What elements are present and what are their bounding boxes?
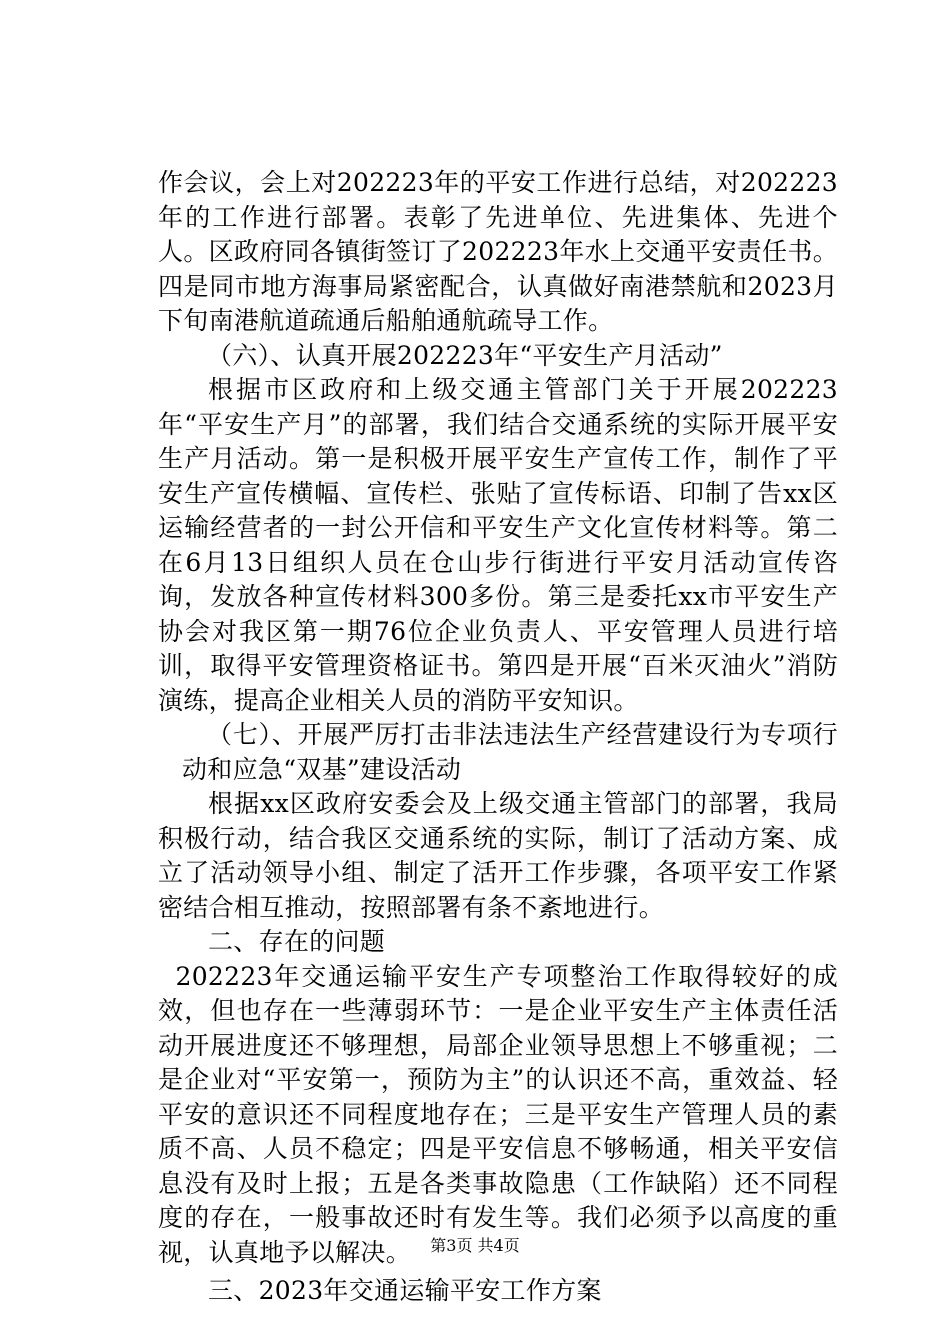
paragraph-crackdown: 根据xx区政府安委会及上级交通主管部门的部署，我局积极行动，结合我区交通系统的实际，制订了活动方案、成立了活动领导小组、制定了活开工作步骤，各项平安工作紧密结合相互推动，按照部署有条不紊地进行。	[158, 789, 838, 922]
document-body	[158, 166, 838, 1309]
section-heading-plan: 三、2023年交通运输平安工作方案	[208, 1276, 602, 1305]
section-heading-six: （六）、认真开展202223年“平安生产月活动”	[207, 340, 723, 370]
page-footer: 第3页 共4页	[430, 1236, 520, 1255]
paragraph-continuation: 作会议，会上对202223年的平安工作进行总结，对202223年的工作进行部署。表彰了先进单位、先进集体、先进个人。区政府同各镇街签订了202223年水上交通平安责任书。四是同市地方海事局紧密配合，认真做好南港禁航和2023月下旬南港航道疏通后船舶通航疏导工作。	[158, 168, 838, 335]
paragraph-safety-month: 根据市区政府和上级交通主管部门关于开展202223年“平安生产月”的部署，我们结合交通系统的实际开展平安生产月活动。第一是积极开展平安生产宣传工作，制作了平安生产宣传横幅、宣传栏、张贴了宣传标语、印制了告xx区运输经营者的一封公开信和平安生产文化宣传材料等。第二在6月13日组织人员在仓山步行街进行平安月活动宣传咨询，发放各种宣传材料300多份。第三是委托xx市平安生产协会对我区第一期76位企业负责人、平安管理人员进行培训，取得平安管理资格证书。第四是开展“百米灭油火”消防演练，提高企业相关人员的消防平安知识。	[158, 375, 838, 715]
section-heading-problems: 二、存在的问题	[208, 927, 386, 956]
paragraph-problems: 202223年交通运输平安生产专项整治工作取得较好的成效，但也存在一些薄弱环节：一是企业平安生产主体责任活动开展进度还不够理想，局部企业领导思想上不够重视；二是企业对“平安第一，预防为主”的认识还不高，重效益、轻平安的意识还不同程度地存在；三是平安生产管理人员的素质不高、人员不稳定；四是平安信息不够畅通，相关平安信息没有及时上报；五是各类事故隐患（工作缺陷）还不同程度的存在，一般事故还时有发生等。我们必须予以高度的重视，认真地予以解决。	[158, 961, 838, 1267]
section-heading-seven: （七）、开展严厉打击非法违法生产经营建设行为专项行动和应急“双基”建设活动	[182, 720, 838, 784]
